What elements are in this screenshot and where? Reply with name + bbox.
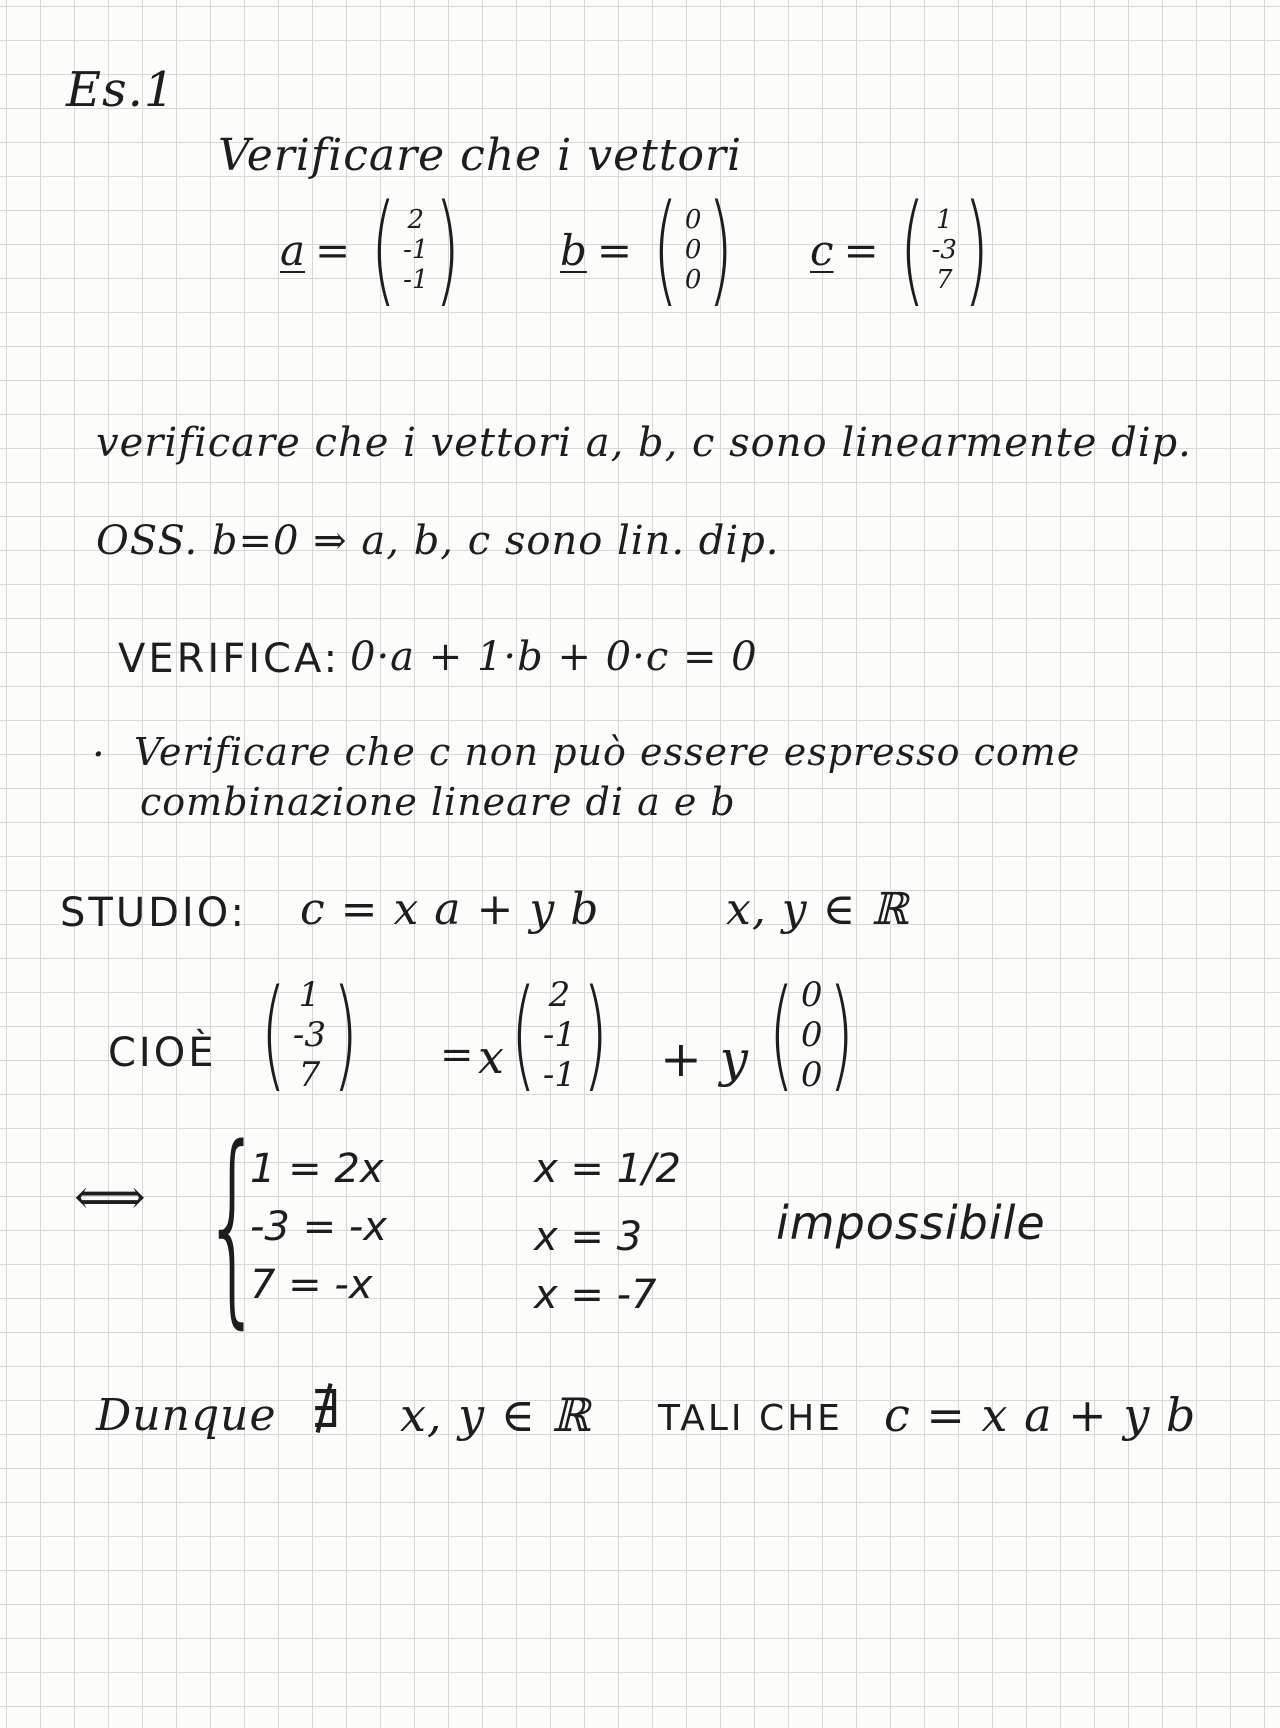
cioe-b-comp-1: 0 [800, 975, 823, 1015]
paren-left: ( [899, 180, 926, 319]
system-brace: { [202, 1102, 263, 1347]
paren-left: ( [510, 965, 537, 1104]
cioe-vector-b [758, 965, 865, 1104]
vector-c-components [932, 205, 957, 295]
vector-b [560, 180, 744, 319]
vector-a-comp-2: -1 [403, 235, 429, 265]
cioe-b-components [801, 975, 823, 1095]
vector-b-eq: = [596, 225, 633, 275]
paren-left: ( [652, 180, 679, 319]
vector-a-components [403, 205, 428, 295]
verify-c-line-2: combinazione lineare di a e b [140, 780, 736, 824]
cioe-c-comp-1: 1 [298, 975, 321, 1015]
cioe-a-comp-2: -1 [542, 1015, 576, 1055]
cioe-equals: = [440, 1032, 475, 1078]
vector-a [280, 180, 471, 319]
paren-left: ( [260, 965, 287, 1104]
cioe-a-components [543, 975, 576, 1095]
vector-c-eq: = [843, 225, 879, 275]
vector-b-comp-1: 0 [684, 205, 702, 235]
vector-a-name: a [280, 225, 306, 275]
cioe-c-components [293, 975, 326, 1095]
cioe-c-comp-3: 7 [298, 1055, 321, 1095]
cioe-vector-a [500, 965, 619, 1104]
paren-right: ) [582, 965, 609, 1104]
cioe-a-comp-3: -1 [542, 1055, 576, 1095]
vector-b-name: b [560, 225, 587, 275]
conclusion-domain: x, y ∈ ℝ [400, 1388, 591, 1442]
vector-b-comp-2: 0 [684, 235, 702, 265]
impossibile-label: impossibile [776, 1196, 1046, 1250]
vector-a-eq: = [315, 225, 351, 275]
exercise-label: Es.1 [66, 62, 176, 118]
studio-label: STUDIO: [60, 890, 247, 936]
vector-c-name: c [810, 225, 834, 275]
paren-right: ) [708, 180, 734, 319]
verify-c-line-1: Verificare che c non può essere espresso come [134, 730, 1081, 774]
system-eq-1: 1 = 2x [250, 1146, 384, 1192]
solution-1: x = 1/2 [534, 1146, 681, 1192]
solutions [534, 1140, 681, 1324]
solution-3: x = -7 [534, 1272, 657, 1318]
vector-c-comp-3: 7 [935, 265, 953, 295]
vector-c-comp-2: -3 [931, 235, 957, 265]
cioe-x: x [478, 1030, 505, 1084]
paren-right: ) [434, 180, 461, 319]
paren-left: ( [768, 965, 795, 1104]
oss-line: OSS. b=0 ⇒ a, b, c sono lin. dip. [96, 518, 780, 564]
conclusion-dunque: Dunque [96, 1390, 277, 1441]
cioe-label: CIOÈ [108, 1030, 217, 1076]
cioe-b-comp-3: 0 [800, 1055, 823, 1095]
cioe-plus-y: + y [660, 1030, 750, 1088]
iff-arrow: ⟺ [74, 1168, 147, 1226]
vector-a-comp-1: 2 [407, 205, 425, 235]
cioe-vector-c [250, 965, 369, 1104]
cioe-b-comp-2: 0 [800, 1015, 823, 1055]
conclusion-tali-che: TALI CHE [658, 1398, 843, 1439]
task-line: verificare che i vettori a, b, c sono linearmente dip. [96, 420, 1192, 466]
cioe-c-comp-2: -3 [292, 1015, 326, 1055]
solution-2: x = 3 [534, 1214, 643, 1260]
verifica-expression: 0·a + 1·b + 0·c = 0 [350, 634, 758, 680]
vector-b-components [685, 205, 702, 295]
paren-right: ) [963, 180, 990, 319]
cioe-a-comp-1: 2 [548, 975, 571, 1015]
vector-a-comp-3: -1 [403, 265, 429, 295]
conclusion-expression: c = x a + y b [884, 1388, 1197, 1442]
system-eq-3: 7 = -x [250, 1262, 373, 1308]
conclusion-not-exists: ∄ [312, 1380, 342, 1440]
paren-right: ) [332, 965, 359, 1104]
equation-system [250, 1140, 387, 1314]
studio-domain: x, y ∈ ℝ [726, 884, 909, 935]
exercise-heading: Verificare che i vettori [218, 130, 743, 181]
verifica-label: VERIFICA: [118, 636, 341, 682]
studio-expression: c = x a + y b [300, 884, 600, 935]
vector-b-comp-3: 0 [684, 265, 702, 295]
bullet: · [92, 732, 106, 778]
vector-c [810, 180, 1000, 319]
paren-left: ( [370, 180, 397, 319]
paren-right: ) [829, 965, 855, 1104]
system-eq-2: -3 = -x [250, 1204, 387, 1250]
vector-c-comp-1: 1 [935, 205, 953, 235]
